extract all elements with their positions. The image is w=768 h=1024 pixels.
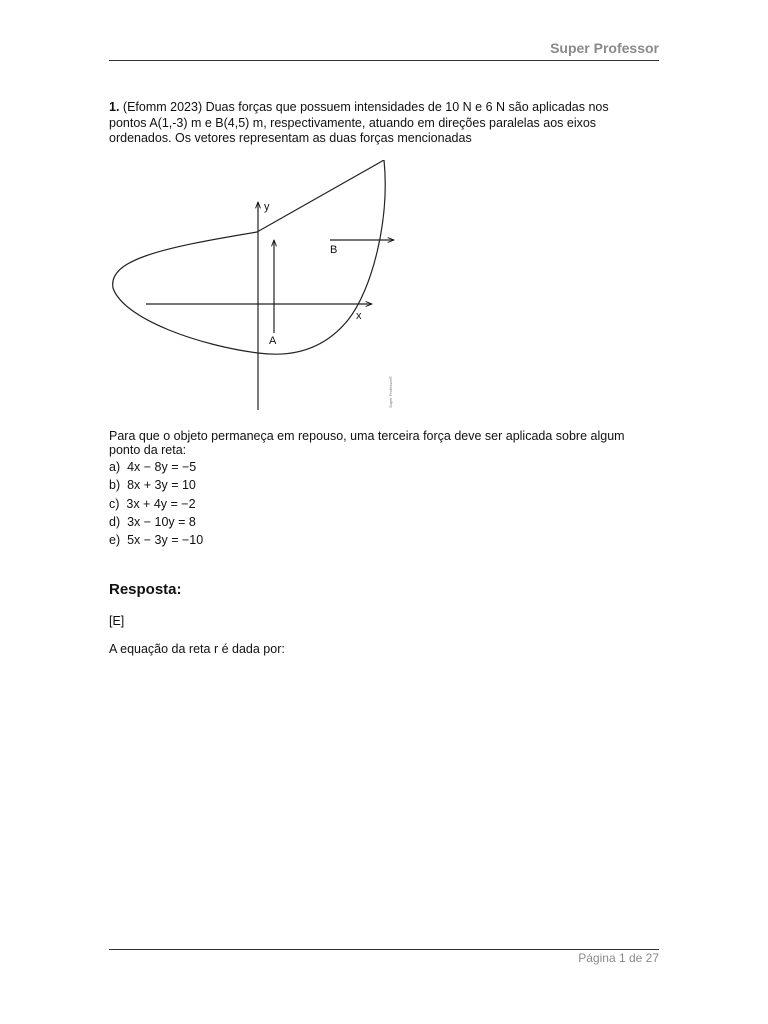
question-1 <box>109 100 649 147</box>
option-e <box>109 531 203 549</box>
image-watermark: Super Professor® <box>388 376 393 408</box>
answer-heading: Resposta: <box>109 581 182 598</box>
y-axis-label: y <box>264 201 270 213</box>
option-letter: c) <box>109 496 120 511</box>
question-number: 1. <box>109 100 120 114</box>
answer-options <box>109 458 203 549</box>
option-text: 3x − 10y = 8 <box>127 514 196 529</box>
option-b <box>109 476 203 494</box>
question-text: (Efomm 2023) Duas forças que possuem intensidades de 10 N e 6 N são aplicadas nos pontos A(1,-3) m e B(4,5) m, respectivamente, atuando em direções paralelas aos eixos ordenados. Os vetores representam as duas forças mencionadas <box>109 100 609 145</box>
question-stem: Para que o objeto permaneça em repouso, uma terceira força deve ser aplicada sobre algum ponto da reta: <box>109 429 625 457</box>
option-text: 8x + 3y = 10 <box>127 478 196 493</box>
footer-divider <box>109 949 659 950</box>
force-diagram-svg <box>110 160 406 416</box>
option-text: 5x − 3y = −10 <box>127 533 204 548</box>
option-d <box>109 513 203 531</box>
option-letter: e) <box>109 533 121 548</box>
option-letter: b) <box>109 478 121 493</box>
x-axis-label: x <box>356 310 362 322</box>
object-outline <box>113 160 385 354</box>
option-text: 4x − 8y = −5 <box>127 460 197 474</box>
option-letter: a) <box>109 460 121 474</box>
force-diagram <box>110 160 406 416</box>
point-a-label: A <box>269 335 277 347</box>
answer-value: [E] <box>109 614 125 628</box>
header-divider <box>109 60 659 61</box>
option-c <box>109 495 203 513</box>
page-number: Página 1 de 27 <box>578 951 659 965</box>
point-b-label: B <box>330 244 338 256</box>
page-header-brand: Super Professor <box>550 40 659 56</box>
option-a <box>109 458 203 476</box>
answer-explanation: A equação da reta r é dada por: <box>109 642 285 656</box>
option-letter: d) <box>109 514 121 529</box>
option-text: 3x + 4y = −2 <box>126 496 196 511</box>
